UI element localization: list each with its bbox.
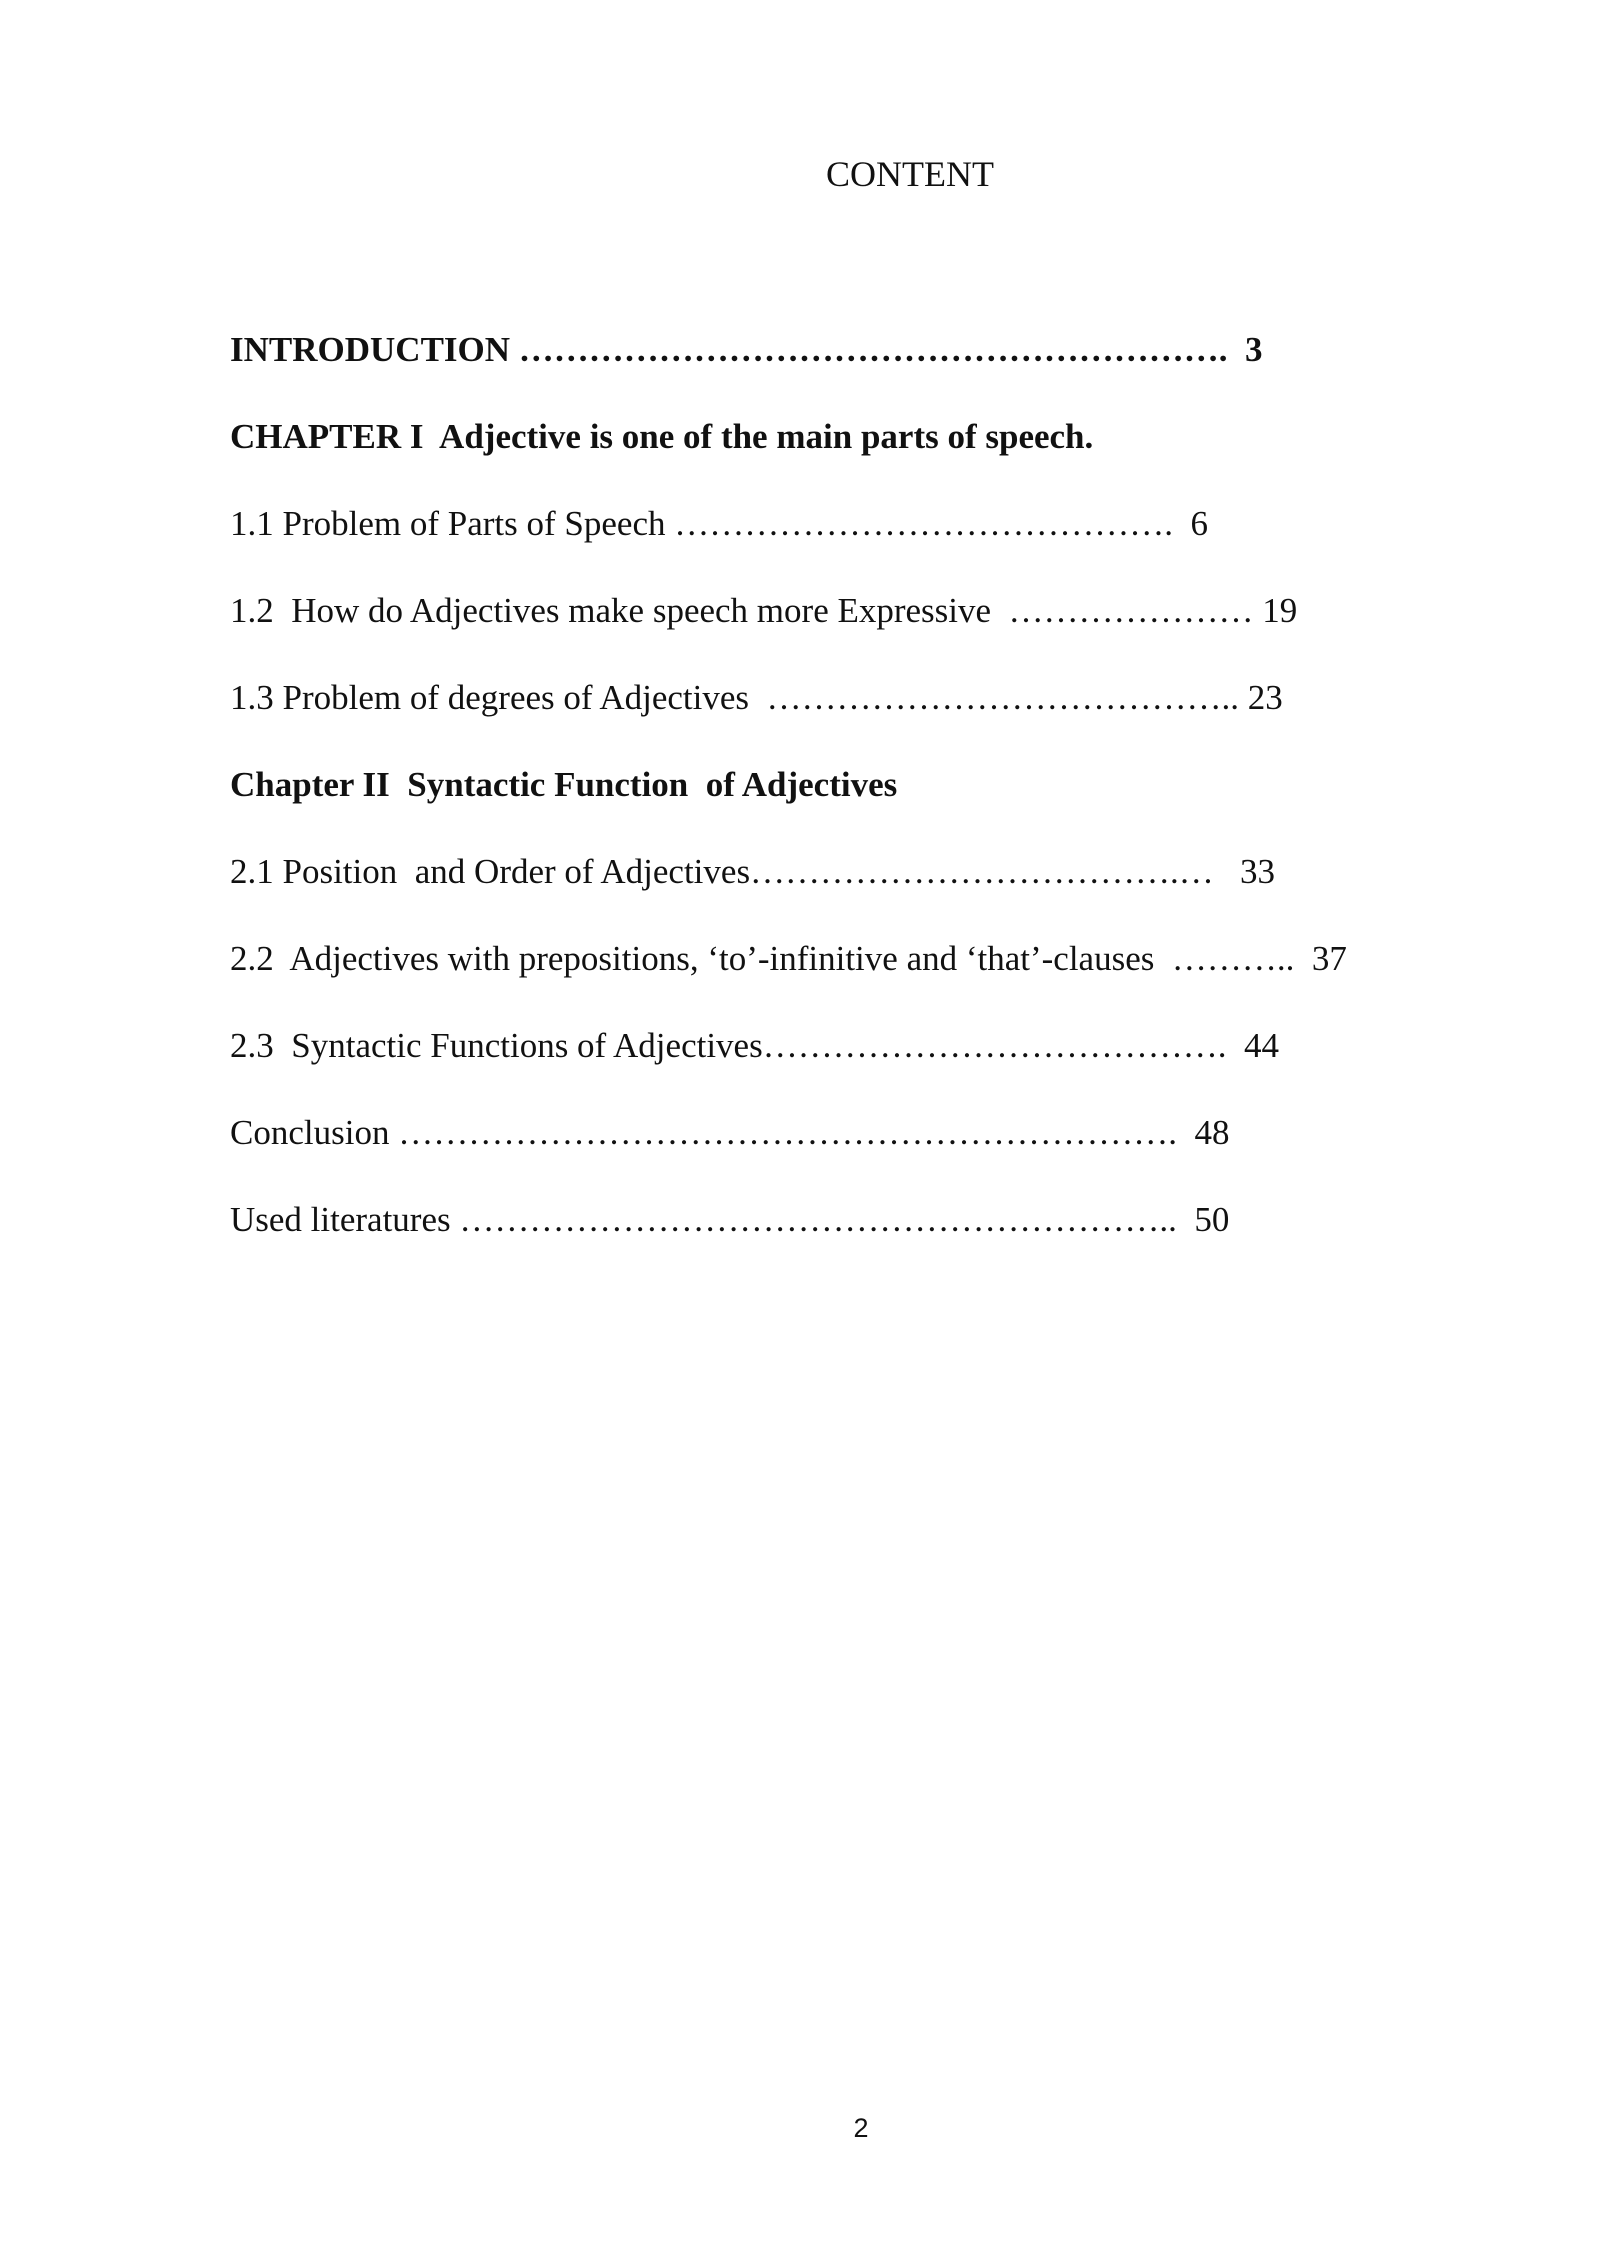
toc-entry-used-literatures: Used literatures …………………………………………………….. 50 xyxy=(230,1200,1230,1239)
toc-entry-2-1: 2.1 Position and Order of Adjectives……………………………….… 33 xyxy=(230,852,1276,891)
toc-entry-1-2: 1.2 How do Adjectives make speech more Expressive ………………… 19 xyxy=(230,591,1298,630)
toc-chapter-1-heading: CHAPTER I Adjective is one of the main parts of speech. xyxy=(230,417,1094,456)
toc-entry-introduction: INTRODUCTION ……………………………………………………. 3 xyxy=(230,330,1263,369)
toc-chapter-2-heading: Chapter II Syntactic Function of Adjectives xyxy=(230,765,898,804)
toc-entry-2-3: 2.3 Syntactic Functions of Adjectives…………………………………. 44 xyxy=(230,1026,1279,1065)
toc-entry-conclusion: Conclusion …………………………………………………………. 48 xyxy=(230,1113,1230,1152)
toc-entry-1-1: 1.1 Problem of Parts of Speech ……………………………………. 6 xyxy=(230,504,1208,543)
page-title: CONTENT xyxy=(826,154,994,194)
page-number: 2 xyxy=(853,2113,869,2143)
toc-entry-1-3: 1.3 Problem of degrees of Adjectives ………………………………….. 23 xyxy=(230,678,1283,717)
toc-entry-2-2: 2.2 Adjectives with prepositions, ‘to’-infinitive and ‘that’-clauses ……….. 37 xyxy=(230,939,1347,978)
